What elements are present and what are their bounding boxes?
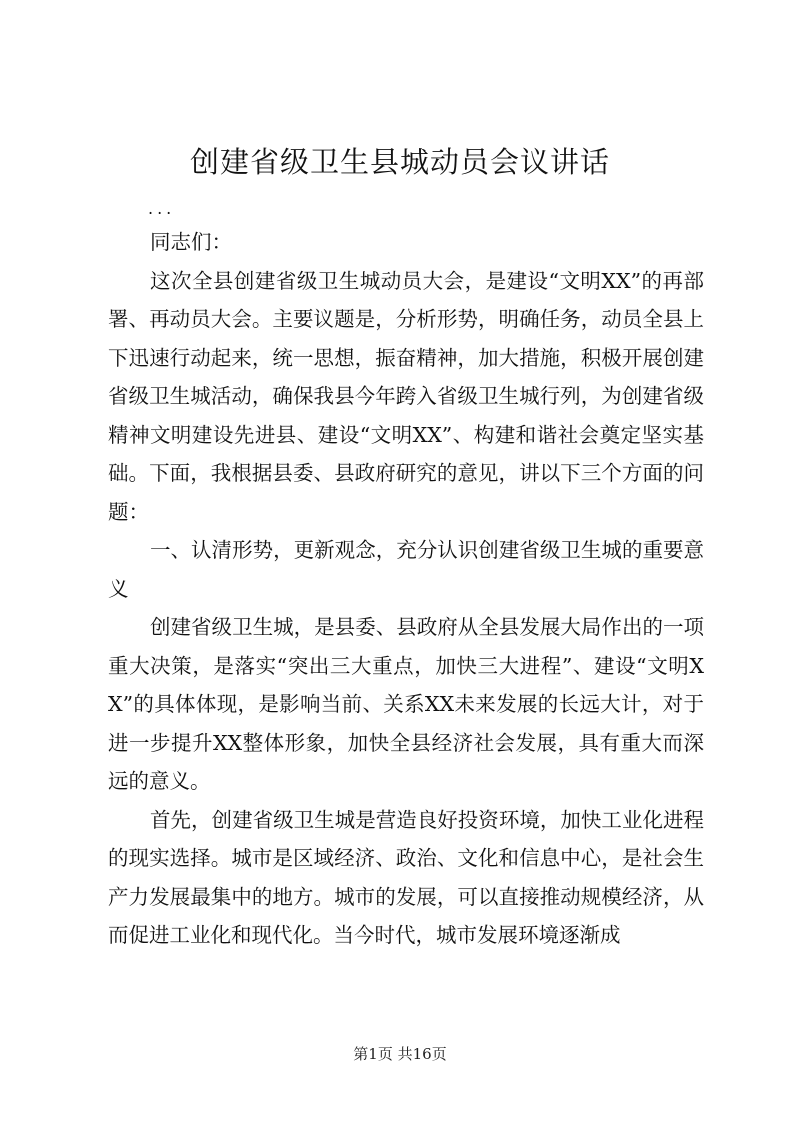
document-title: 创建省级卫生县城动员会议讲话 (189, 145, 610, 179)
page-footer (0, 1043, 800, 1065)
paragraph-intro: 这次全县创建省级卫生城动员大会，是建设“文明XX”的再部署、再动员大会。主要议题是，分析形势，明确任务，动员全县上下迅速行动起来，统一思想，振奋精神，加大措施，积极开展创建省级卫生城活动，确保我县今年跨入省级卫生城行列，为创建省级精神文明建设先进县、建设“文明XX”、构建和谐社会奠定坚实基础。下面，我根据县委、县政府研究的意见，讲以下三个方面的问题： (108, 268, 704, 524)
paragraph-first-point: 首先，创建省级卫生城是营造良好投资环境，加快工业化进程的现实选择。城市是区域经济、政治、文化和信息中心，是社会生产力发展最集中的地方。城市的发展，可以直接推动规模经济，从而促进工业化和现代化。当今时代，城市发展环境逐渐成 (108, 807, 704, 947)
salutation: 同志们： (150, 230, 232, 254)
document-body (108, 195, 704, 955)
page-number: 第1页 共16页 (353, 1045, 447, 1063)
section-heading-1: 一、认清形势，更新观念，充分认识创建省级卫生城的重要意义 (108, 538, 704, 601)
paragraph-decision: 创建省级卫生城，是县委、县政府从全县发展大局作出的一项重大决策，是落实“突出三大重点，加快三大进程”、建设“文明XX”的具体体现，是影响当前、关系XX未来发展的长远大计，对于进一步提升XX整体形象，加快全县经济社会发展，具有重大而深远的意义。 (108, 615, 704, 793)
ellipsis-marker: ... (148, 199, 176, 218)
